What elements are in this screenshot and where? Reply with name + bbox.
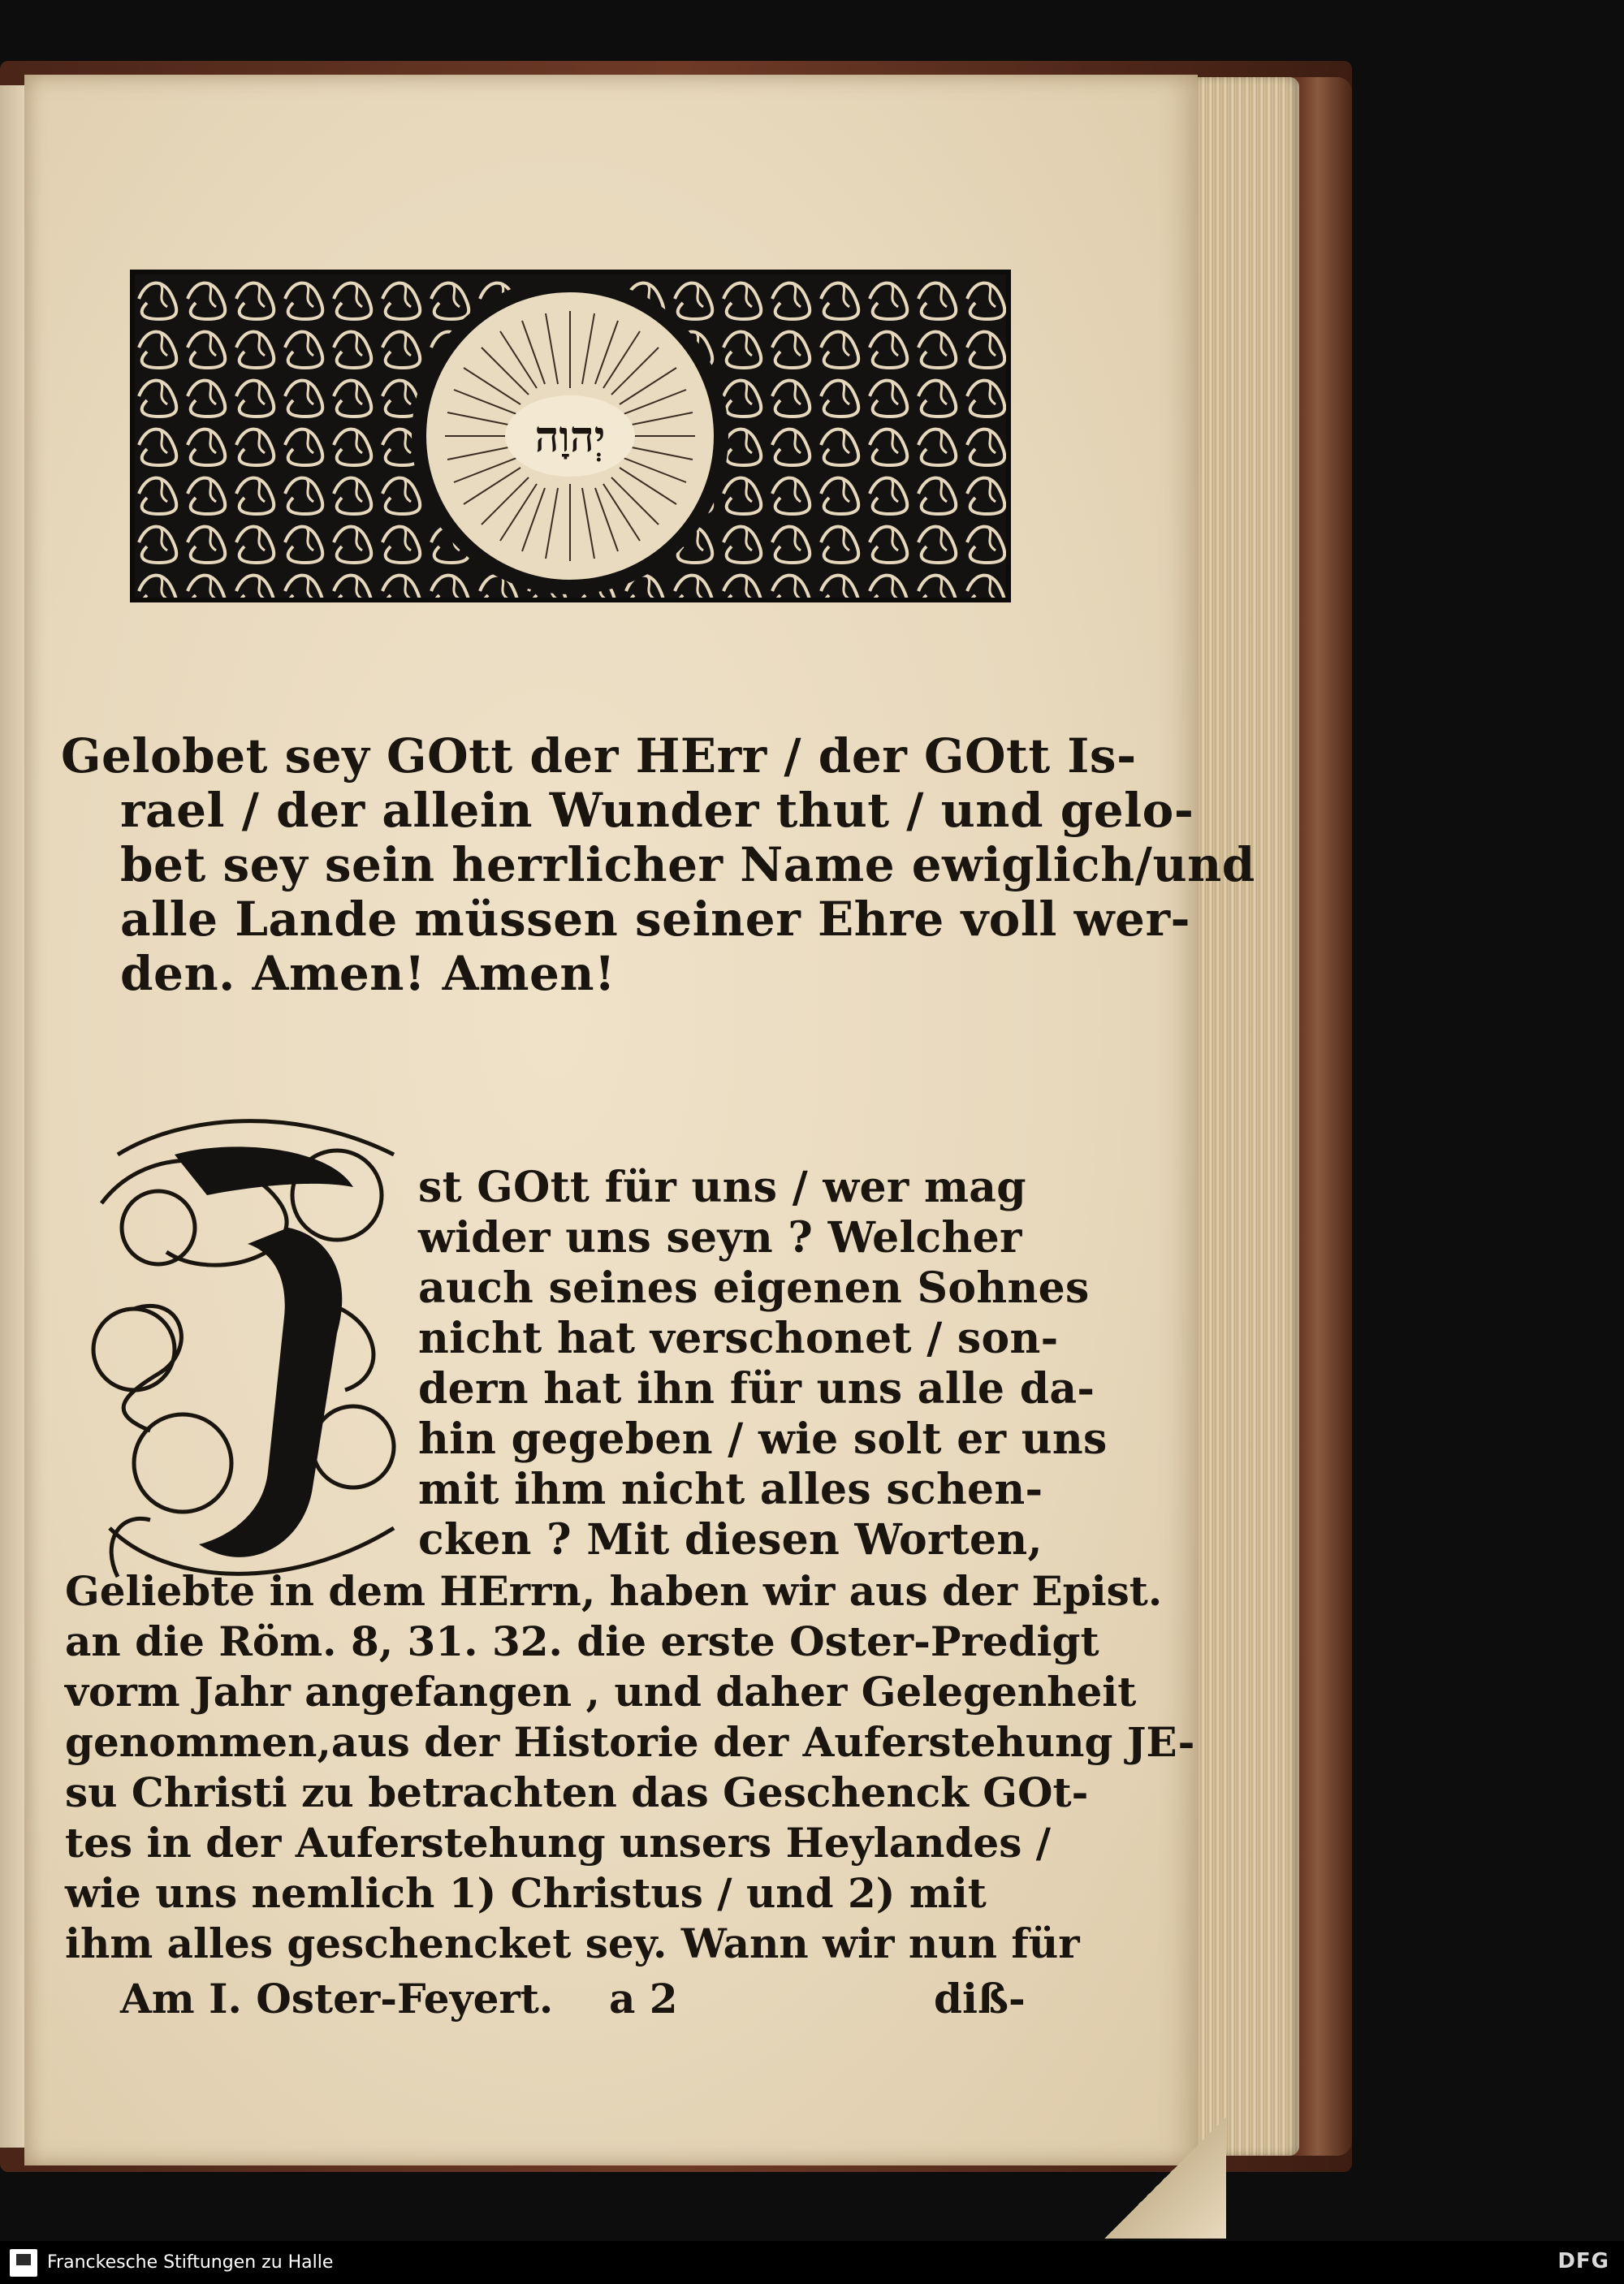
indented-line-4: nicht hat verschonet / son- xyxy=(418,1314,1059,1363)
catchword: diß- xyxy=(934,1975,1026,2023)
book-page xyxy=(24,75,1255,2165)
body-line-1: Geliebte in dem HErrn, haben wir aus der Epist. xyxy=(65,1567,1163,1615)
intro-line-3: bet sey sein herrlicher Name ewiglich/und xyxy=(120,837,1255,892)
initial-flourish xyxy=(85,1106,418,1593)
indented-line-7: mit ihm nicht alles schen- xyxy=(418,1465,1043,1514)
indented-line-1: st GOtt für uns / wer mag xyxy=(418,1163,1026,1212)
body-line-3: vorm Jahr angefangen , und daher Gelegenheit xyxy=(65,1668,1137,1716)
body-line-4: genommen,aus der Historie der Auferstehung JE- xyxy=(65,1718,1195,1766)
body-line-5: su Christi zu betrachten das Geschenck GOt- xyxy=(65,1768,1089,1816)
body-line-7: wie uns nemlich 1) Christus / und 2) mit xyxy=(65,1869,987,1917)
hebrew-tetragrammaton: יְהוָה xyxy=(534,412,606,462)
indented-line-5: dern hat ihn für uns alle da- xyxy=(418,1364,1095,1414)
intro-line-5: den. Amen! Amen! xyxy=(120,946,616,1001)
intro-line-2: rael / der allein Wunder thut / und gelo- xyxy=(120,783,1194,838)
indented-line-6: hin gegeben / wie solt er uns xyxy=(418,1414,1108,1464)
initial-letter: J xyxy=(207,1408,211,1417)
intro-line-4: alle Lande müssen seiner Ehre voll wer- xyxy=(120,892,1191,947)
page-corner xyxy=(1104,2117,1226,2239)
dfg-logo: DFG xyxy=(1557,2249,1609,2273)
running-footer: Am I. Oster-Feyert. xyxy=(120,1975,554,2023)
institution-logo-icon xyxy=(10,2249,37,2277)
intro-line-1: Gelobet sey GOtt der HErr / der GOtt Is- xyxy=(61,728,1137,784)
body-line-6: tes in der Auferstehung unsers Heylandes / xyxy=(65,1819,1052,1867)
indented-line-8: cken ? Mit diesen Worten, xyxy=(418,1515,1043,1565)
indented-line-2: wider uns seyn ? Welcher xyxy=(418,1213,1022,1263)
left-leaf xyxy=(0,85,26,2148)
indented-line-3: auch seines eigenen Sohnes xyxy=(418,1263,1090,1313)
institution-name: Franckesche Stiftungen zu Halle xyxy=(47,2252,334,2273)
decorated-initial xyxy=(85,1106,418,1593)
body-line-8: ihm alles geschencket sey. Wann wir nun für xyxy=(65,1919,1080,1967)
signature-mark: a 2 xyxy=(609,1975,678,2023)
body-line-2: an die Röm. 8, 31. 32. die erste Oster-Predigt xyxy=(65,1617,1099,1665)
headpiece-ornament xyxy=(135,274,1006,598)
woodcut-headpiece xyxy=(130,270,1011,602)
